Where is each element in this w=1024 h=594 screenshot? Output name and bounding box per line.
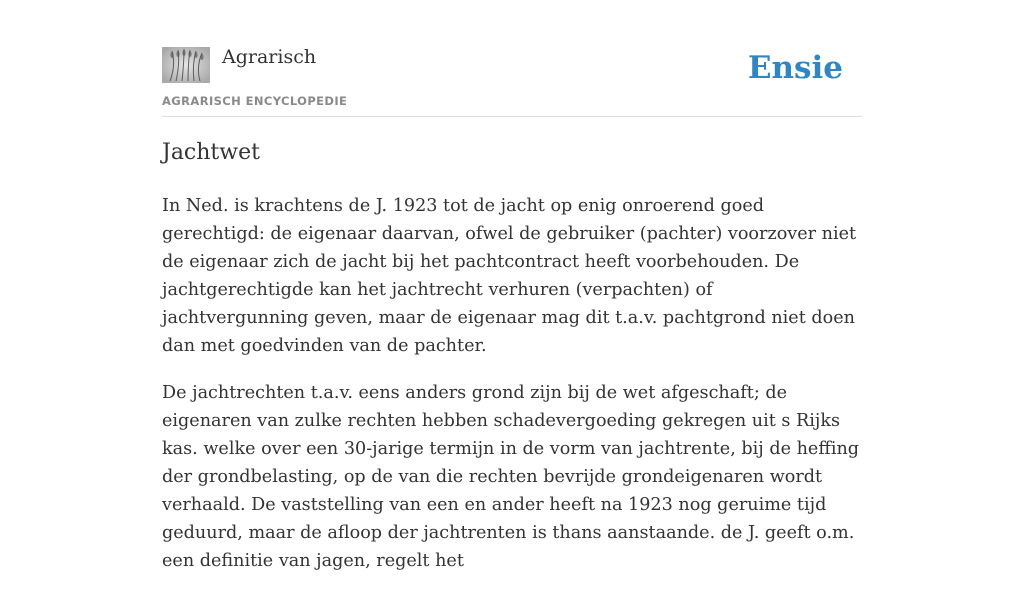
page-container bbox=[162, 0, 862, 571]
brand-logo-link[interactable]: Ensie bbox=[747, 50, 843, 86]
article-body bbox=[162, 192, 862, 594]
site-subtitle: AGRARISCH ENCYCLOPEDIE bbox=[162, 94, 348, 108]
site-header bbox=[162, 0, 862, 117]
site-name[interactable]: Agrarisch bbox=[222, 46, 317, 68]
wheat-grain-icon[interactable] bbox=[162, 47, 210, 83]
article-paragraph: In Ned. is krachtens de J. 1923 tot de jacht op enig onroerend goed gerechtigd: de eigenaar daarvan, ofwel de gebruiker (pachter) voorzover niet de eigenaar zich de jacht bij het pachtcontract heeft voorbehouden. De jachtgerechtigde kan het jachtrecht verhuren (verpachten) of jachtvergunning geven, maar de eigenaar mag dit t.a.v. pachtgrond niet doen dan met goedvinden van de pachter. bbox=[162, 196, 857, 356]
article-paragraph: De jachtrechten t.a.v. eens anders grond zijn bij de wet afgeschaft; de eigenaren van zulke rechten hebben schadevergoeding gekregen uit s Rijks kas. welke over een 30-jarige termijn in de vorm van jachtrente, bij de heffing der grondbelasting, op de van die rechten bevrijde grondeigenaren wordt verhaald. De vaststelling van een en ander heeft na 1923 nog geruime tijd geduurd, maar de afloop der jachtrenten is thans aanstaande. de J. geeft o.m. een definitie van jagen, regelt het bbox=[162, 383, 860, 571]
page-title: Jachtwet bbox=[162, 140, 260, 165]
